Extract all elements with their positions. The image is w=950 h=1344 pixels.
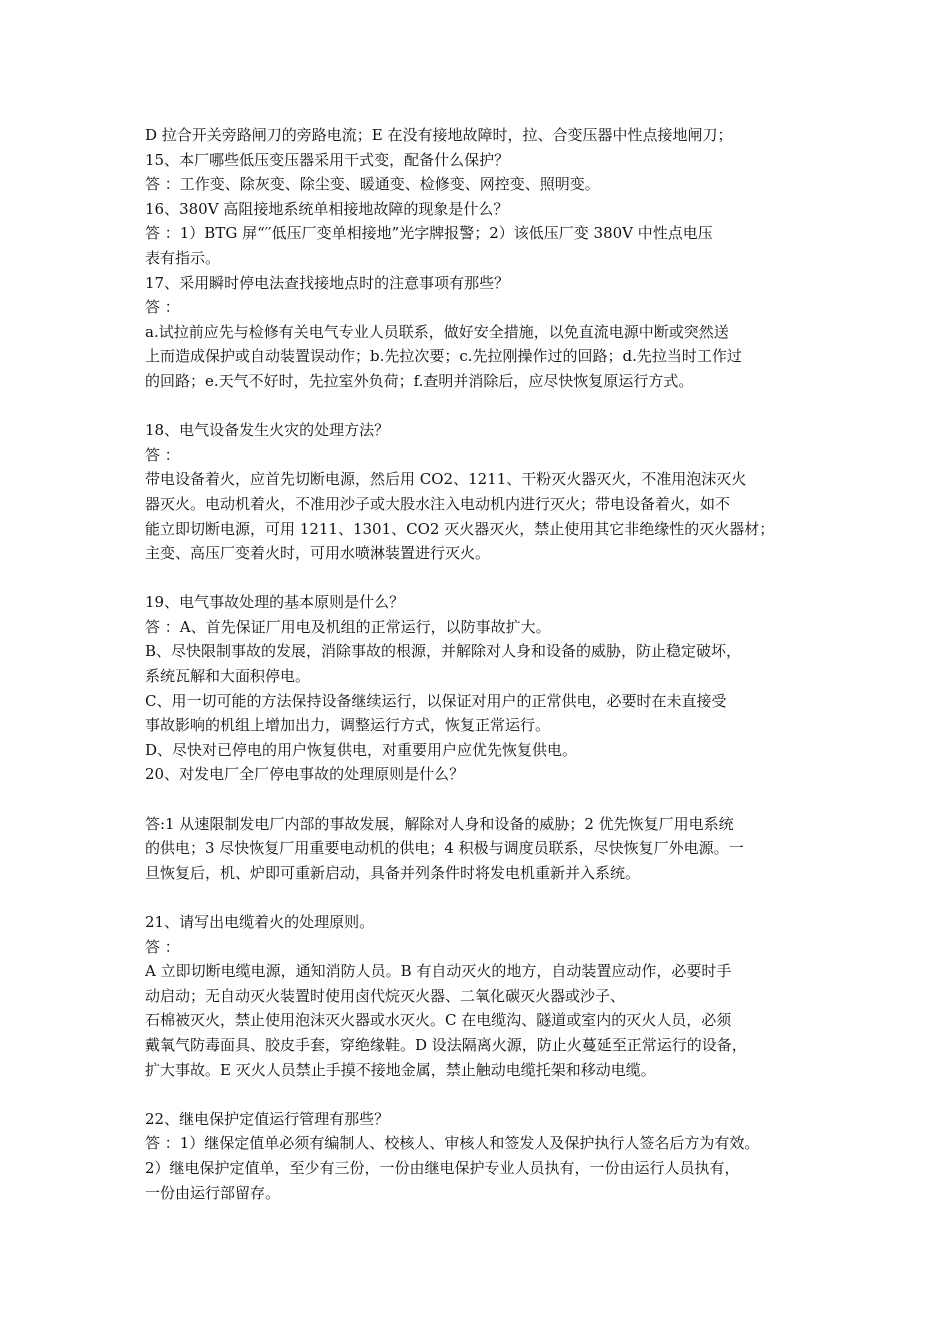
answer-17-line-3: 的回路；e.天气不好时，先拉室外负荷；f.查明并消除后，应尽快恢复原运行方式。 — [145, 371, 694, 390]
answer-16-line-1: 答 ：1）BTG 屏“′′低压厂变单相接地”光字牌报警；2）该低压厂变 380V 中性点电压 — [145, 224, 713, 243]
answer-19-line-6: D、尽快对已停电的用户恢复供电，对重要用户应优先恢复供电。 — [145, 740, 578, 759]
answer-17-line-1: a.试拉前应先与检修有关电气专业人员联系，做好安全措施，以免直流电源中断或突然送 — [145, 322, 729, 341]
question-21-heading: 21、请写出电缆着火的处理原则。 — [145, 913, 375, 931]
question-19-heading: 19、电气事故处理的基本原则是什么？ — [145, 593, 405, 612]
answer-17-line-2: 上而造成保护或自动装置误动作；b.先拉次要；c.先拉刚操作过的回路；d.先拉当时工作过 — [145, 347, 742, 366]
answer-21-line-2: 动启动；无自动灭火装置时使用卤代烷灭火器、二氧化碳灭火器或沙子、 — [145, 986, 626, 1005]
answer-21-line-4: 戴氧气防毒面具、胶皮手套，穿绝缘鞋。D 设法隔离火源，防止火蔓延至正常运行的设备， — [145, 1035, 747, 1054]
answer-18-line-1: 带电设备着火，应首先切断电源，然后用 CO2、1211、干粉灭火器灭火，不准用泡沫灭火 — [145, 470, 747, 489]
answer-22-line-1: 答 ：1）继保定值单必须有编制人、校核人、审核人和签发人及保护执行人签名后方为有效。 — [145, 1134, 760, 1153]
blank-line — [145, 787, 817, 812]
answer-15: 答 ：工作变、除灰变、除尘变、暖通变、检修变、网控变、照明变。 — [145, 175, 600, 194]
answer-21-line-1: A 立即切断电缆电源，通知消防人员。B 有自动灭火的地方，自动装置应动作，必要时手 — [145, 962, 732, 981]
answer-18-label: 答 ： — [145, 445, 180, 464]
answer-20-line-1: 答:1 从速限制发电厂内部的事故发展，解除对人身和设备的威胁；2 优先恢复厂用电系统 — [145, 814, 734, 833]
blank-line — [145, 394, 817, 419]
answer-17-label: 答 ： — [145, 298, 180, 317]
answer-19-line-5: 事故影响的机组上增加出力，调整运行方式，恢复正常运行。 — [145, 716, 551, 735]
answer-19-line-2: B、尽快限制事故的发展，消除事故的根源，并解除对人身和设备的威胁，防止稳定破坏， — [145, 642, 742, 661]
answer-21-line-5: 扩大事故。E 灭火人员禁止手摸不接地金属，禁止触动电缆托架和移动电缆。 — [145, 1060, 656, 1079]
answer-18-line-2: 器灭火。电动机着火，不准用沙子或大股水注入电动机内进行灭火；带电设备着火，如不 — [145, 494, 731, 513]
answer-19-line-3: 系统瓦解和大面积停电。 — [145, 667, 311, 686]
question-17-heading: 17、采用瞬时停电法查找接地点时的注意事项有那些？ — [145, 273, 510, 292]
blank-line — [145, 885, 817, 910]
answer-19-line-1: 答 ：A、首先保证厂用电及机组的正常运行，以防事故扩大。 — [145, 617, 551, 636]
text-line: D 拉合开关旁路闸刀的旁路电流；E 在没有接地故障时，拉、合变压器中性点接地闸刀； — [145, 126, 733, 144]
question-20-heading: 20、对发电厂全厂停电事故的处理原则是什么？ — [145, 765, 465, 784]
question-18-heading: 18、电气设备发生火灾的处理方法？ — [145, 421, 390, 440]
answer-22-line-2: 2）继电保护定值单，至少有三份，一份由继电保护专业人员执有，一份由运行人员执有， — [145, 1158, 740, 1177]
answer-18-line-4: 主变、高压厂变着火时，可用水喷淋装置进行灭火。 — [145, 544, 491, 563]
answer-19-line-4: C、用一切可能的方法保持设备继续运行，以保证对用户的正常供电，必要时在未直接受 — [145, 691, 727, 710]
answer-16-line-2: 表有指示。 — [145, 248, 221, 267]
document-body — [145, 123, 817, 1205]
blank-line — [145, 1082, 817, 1107]
blank-line — [145, 566, 817, 591]
question-16-heading: 16、380V 高阻接地系统单相接地故障的现象是什么？ — [145, 199, 509, 218]
question-15-heading: 15、本厂哪些低压变压器采用干式变，配备什么保护？ — [145, 150, 510, 169]
answer-20-line-3: 旦恢复后，机、炉即可重新启动，具备并列条件时将发电机重新并入系统。 — [145, 863, 641, 882]
answer-21-line-3: 石棉被灭火，禁止使用泡沫灭火器或水灭火。C 在电缆沟、隧道或室内的灭火人员，必须 — [145, 1011, 732, 1030]
answer-20-line-2: 的供电；3 尽快恢复厂用重要电动机的供电；4 积极与调度员联系，尽快恢复厂外电源。一 — [145, 839, 744, 858]
answer-18-line-3: 能立即切断电源，可用 1211、1301、CO2 灭火器灭火，禁止使用其它非绝缘性的灭火器材； — [145, 519, 775, 538]
question-22-heading: 22、继电保护定值运行管理有那些？ — [145, 1109, 390, 1128]
answer-21-label: 答 ： — [145, 937, 180, 956]
answer-22-line-3: 一份由运行部留存。 — [145, 1183, 281, 1202]
